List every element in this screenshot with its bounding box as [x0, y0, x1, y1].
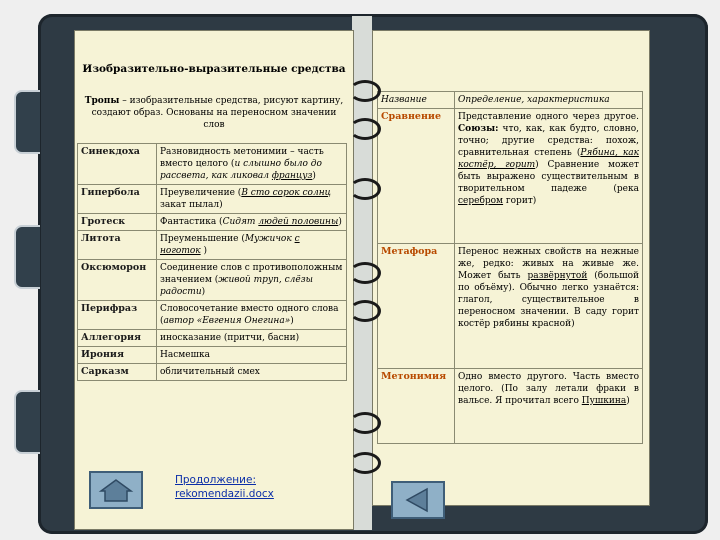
trope-definition [157, 347, 347, 364]
definition-part: Пушкина [581, 396, 627, 406]
tropes-table-right [377, 91, 643, 444]
definition-part: горит) [503, 196, 537, 206]
definition-part: людей половины [258, 217, 339, 227]
tropes-intro [81, 95, 347, 131]
definition-part: закат пылал) [160, 200, 223, 210]
trope-definition [157, 185, 347, 214]
definition-part: живой труп, слёзы радости [160, 275, 313, 297]
table-header-row [378, 92, 643, 109]
continue-line-1: Продолжение: [175, 474, 256, 486]
definition-part: Мужичок [244, 234, 295, 244]
back-button[interactable] [391, 481, 445, 519]
trope-definition [455, 244, 643, 369]
trope-term: Метафора [378, 244, 455, 369]
definition-part: и слышно было до рассвета, как ликовал [160, 159, 322, 181]
home-icon [91, 473, 141, 507]
trope-term: Гротеск [78, 214, 157, 231]
trope-definition [157, 214, 347, 231]
tropes-table [77, 143, 347, 381]
table-row [78, 364, 347, 381]
table-row [78, 214, 347, 231]
trope-definition [157, 364, 347, 381]
table-row [78, 260, 347, 301]
binder-ring [349, 300, 381, 322]
header-name: Название [378, 92, 455, 109]
trope-term: Синекдоха [78, 144, 157, 185]
definition-part: Фантастика ( [160, 217, 223, 227]
trope-definition [157, 144, 347, 185]
definition-part: Одно вместо другого. Часть вместо целого. ( [458, 372, 639, 394]
binder-ring [349, 178, 381, 200]
table-row [78, 185, 347, 214]
trope-definition [455, 109, 643, 244]
definition-part: развёрнутой [527, 271, 588, 281]
definition-part: Преуменьшение ( [160, 234, 245, 244]
definition-part: Словосочетание вместо одного слова ( [160, 304, 339, 326]
trope-term: Оксюморон [78, 260, 157, 301]
table-row [78, 330, 347, 347]
table-row [378, 109, 643, 244]
definition-part: что, как, как будто, словно, точно; другие средства: похож, сравнительная степень ( [458, 124, 639, 158]
definition-part: с ноготок [160, 234, 300, 256]
definition-part: ) Сравнение может быть выражено существительным в творительном падеже (река [458, 160, 639, 194]
binder-ring [349, 262, 381, 284]
trope-definition [157, 260, 347, 301]
back-arrow-icon [393, 483, 443, 517]
binder-ring [349, 412, 381, 434]
definition-part: серебром [458, 196, 504, 206]
intro-term: Тропы [84, 96, 120, 106]
table-row [78, 301, 347, 330]
binder-ring [349, 452, 381, 474]
definition-part: ) [338, 217, 342, 227]
trope-term: Сравнение [378, 109, 455, 244]
continue-link[interactable] [175, 473, 274, 501]
continue-line-2: rekomendazii.docx [175, 488, 274, 500]
trope-definition [455, 369, 643, 444]
definition-part: обличительный смех [160, 367, 260, 377]
definition-part: Преувеличение ( [160, 188, 242, 198]
definition-part: По залу летали фраки в вальсе. Я прочитал всего [458, 384, 639, 406]
trope-term: Гипербола [78, 185, 157, 214]
definition-part: француз [271, 171, 313, 181]
definition-part: иносказание (притчи, басни) [160, 333, 300, 343]
page-title: Изобразительно-выразительные средства [82, 63, 346, 75]
intro-text: – изобразительные средства, рисуют картину, создают образ. Основаны на переносном значении слов [91, 96, 344, 130]
definition-part: Соединение слов с противоположным значением ( [160, 263, 343, 285]
binder-tab [14, 90, 40, 154]
trope-term: Ирония [78, 347, 157, 364]
binder-tab [14, 225, 40, 289]
trope-term: Литота [78, 231, 157, 260]
definition-part: (большой по объёму). Обычно легко узнаётся: глагол, существительное в переносном значении. В саду горит костёр рябины красной) [458, 271, 639, 329]
header-definition: Определение, характеристика [455, 92, 643, 109]
table-row [378, 369, 643, 444]
definition-part: Насмешка [160, 350, 210, 360]
trope-definition [157, 301, 347, 330]
right-page [372, 30, 650, 506]
trope-term: Метонимия [378, 369, 455, 444]
table-row [378, 244, 643, 369]
definition-part: Рябина, как костёр, горит [458, 148, 639, 170]
table-row [78, 144, 347, 185]
definition-part: Представление одного через другое. [458, 112, 639, 122]
definition-part: Разновидность метонимии – часть вместо целого ( [160, 147, 324, 169]
binder-ring [349, 118, 381, 140]
home-button[interactable] [89, 471, 143, 509]
table-row [78, 231, 347, 260]
left-page [74, 30, 354, 530]
definition-part: Союзы: [458, 124, 499, 134]
binder-tab [14, 390, 40, 454]
definition-part: ) [290, 316, 294, 326]
definition-part: ) [626, 396, 630, 406]
definition-part: В сто сорок солнц [241, 188, 331, 198]
trope-definition [157, 231, 347, 260]
definition-part: ) [201, 287, 206, 297]
trope-definition [157, 330, 347, 347]
definition-part: ) [200, 246, 208, 256]
definition-part: автор «Евгения Онегина» [163, 316, 291, 326]
trope-term: Аллегория [78, 330, 157, 347]
binder-ring [349, 80, 381, 102]
trope-term: Перифраз [78, 301, 157, 330]
table-row [78, 347, 347, 364]
definition-part: ) [312, 171, 316, 181]
definition-part: Перенос нежных свойств на нежные же, редко: живых на живые же. Может быть [458, 247, 639, 281]
definition-part: Сидят [222, 217, 259, 227]
trope-term: Сарказм [78, 364, 157, 381]
